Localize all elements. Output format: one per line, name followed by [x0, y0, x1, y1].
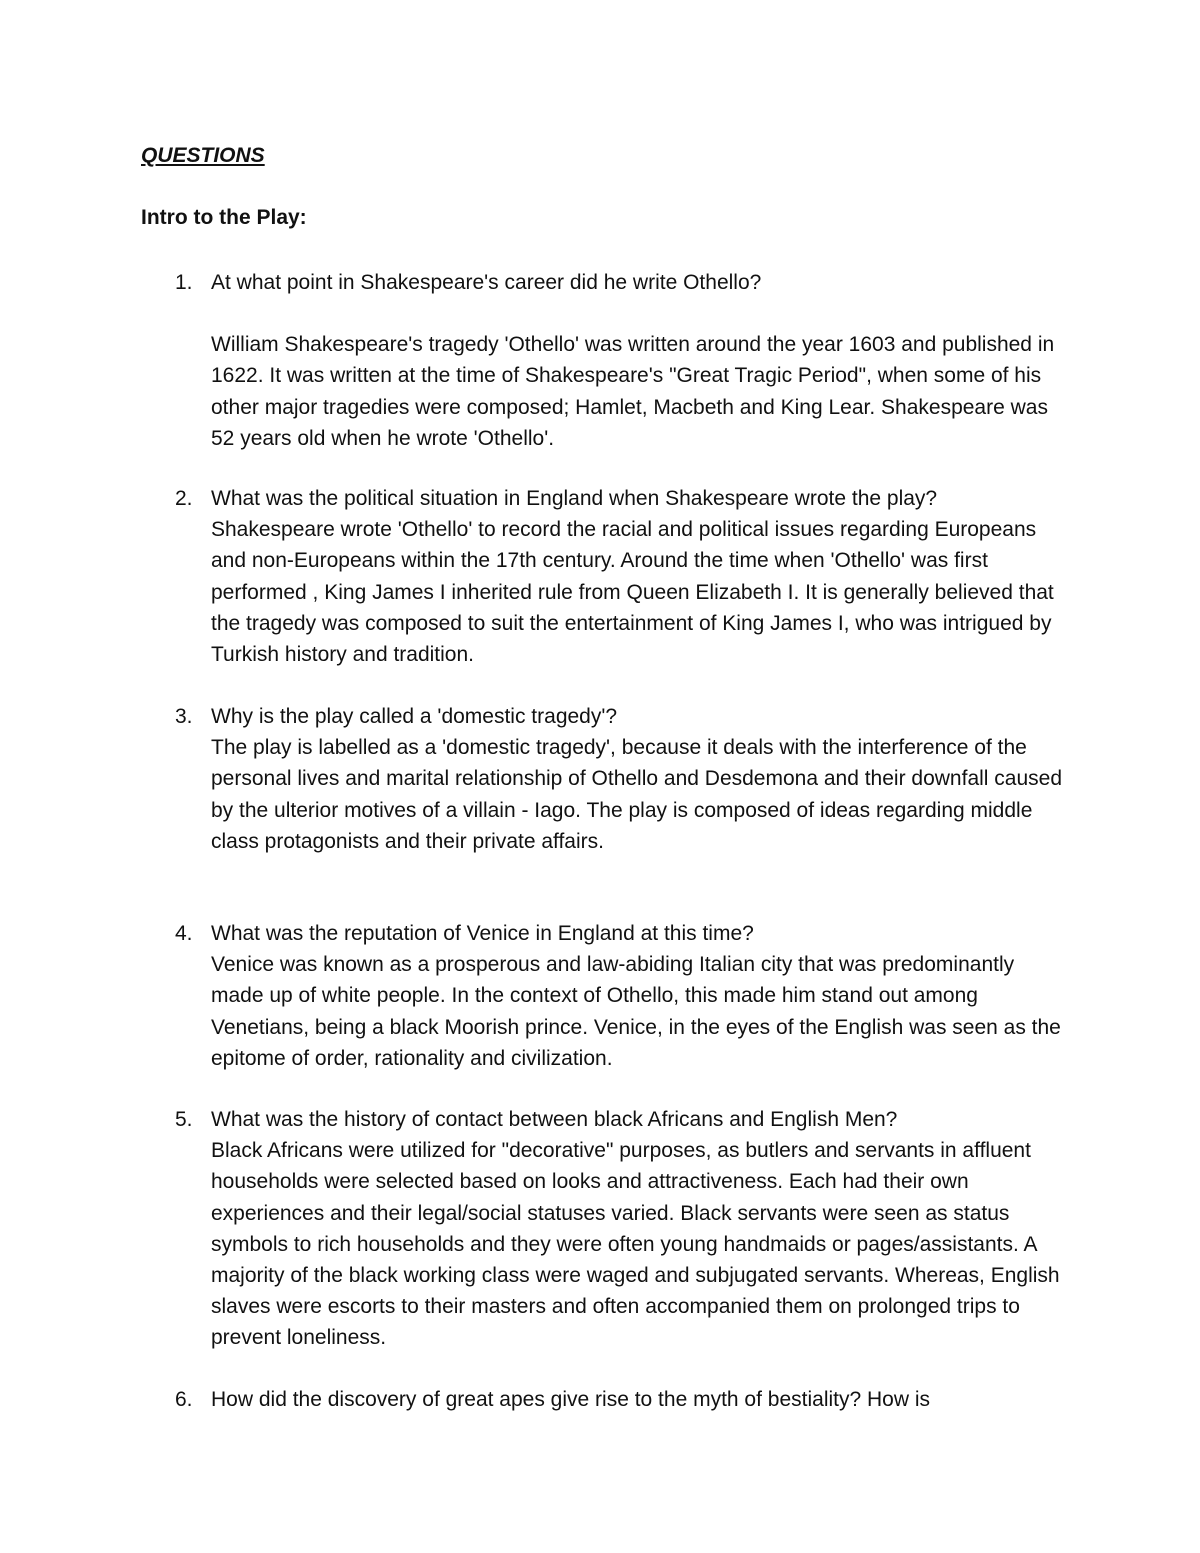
question-number: 2.: [175, 487, 193, 510]
question-text: At what point in Shakespeare's career did he write Othello?: [211, 271, 762, 294]
question-item-5: [141, 1104, 1071, 1354]
question-text: What was the political situation in England when Shakespeare wrote the play?: [211, 487, 938, 510]
question-item-1: [141, 267, 1071, 454]
answer-text: William Shakespeare's tragedy 'Othello' was written around the year 1603 and published in 1622. It was written at the time of Shakespeare's "Great Tragic Period", when some of his other major tragedies were composed; Hamlet, Macbeth and King Lear. Shakespeare was 52 years old when he wrote 'Othello'.: [211, 333, 1055, 450]
question-item-6: [141, 1384, 1071, 1415]
question-text: How did the discovery of great apes give rise to the myth of bestiality? How is: [211, 1388, 931, 1411]
answer-text: Black Africans were utilized for "decorative" purposes, as butlers and servants in affluent households were selected based on looks and attractiveness. Each had their own experiences and their legal/social statuses varied. Black servants were seen as status symbols to rich households and they were often young handmaids or pages/assistants. A majority of the black working class were waged and subjugated servants. Whereas, English slaves were escorts to their masters and often accompanied them on prolonged trips to prevent loneliness.: [211, 1139, 1060, 1350]
section-heading: Intro to the Play:: [141, 206, 307, 229]
document-title: QUESTIONS: [141, 144, 265, 167]
question-number: 1.: [175, 271, 193, 294]
question-text: What was the history of contact between black Africans and English Men?: [211, 1108, 898, 1131]
question-item-2: [141, 483, 1071, 670]
answer-text: Venice was known as a prosperous and law-abiding Italian city that was predominantly made up of white people. In the context of Othello, this made him stand out among Venetians, being a black Moorish prince. Venice, in the eyes of the English was seen as the epitome of order, rationality and civilization.: [211, 953, 1061, 1070]
question-number: 3.: [175, 705, 193, 728]
question-item-3: [141, 701, 1071, 857]
answer-text: Shakespeare wrote 'Othello' to record the racial and political issues regarding Europeans and non-Europeans within the 17th century. Around the time when 'Othello' was first performed , King James I inherited rule from Queen Elizabeth I. It is generally believed that the tragedy was composed to suit the entertainment of King James I, who was intrigued by Turkish history and tradition.: [211, 518, 1054, 667]
question-number: 5.: [175, 1108, 193, 1131]
question-number: 6.: [175, 1388, 193, 1411]
answer-text: The play is labelled as a 'domestic tragedy', because it deals with the interference of the personal lives and marital relationship of Othello and Desdemona and their downfall caused by the ulterior motives of a villain - Iago. The play is composed of ideas regarding middle class protagonists and their private affairs.: [211, 736, 1063, 853]
question-item-4: [141, 918, 1071, 1074]
question-text: Why is the play called a 'domestic tragedy'?: [211, 705, 618, 728]
question-text: What was the reputation of Venice in England at this time?: [211, 922, 754, 945]
question-number: 4.: [175, 922, 193, 945]
